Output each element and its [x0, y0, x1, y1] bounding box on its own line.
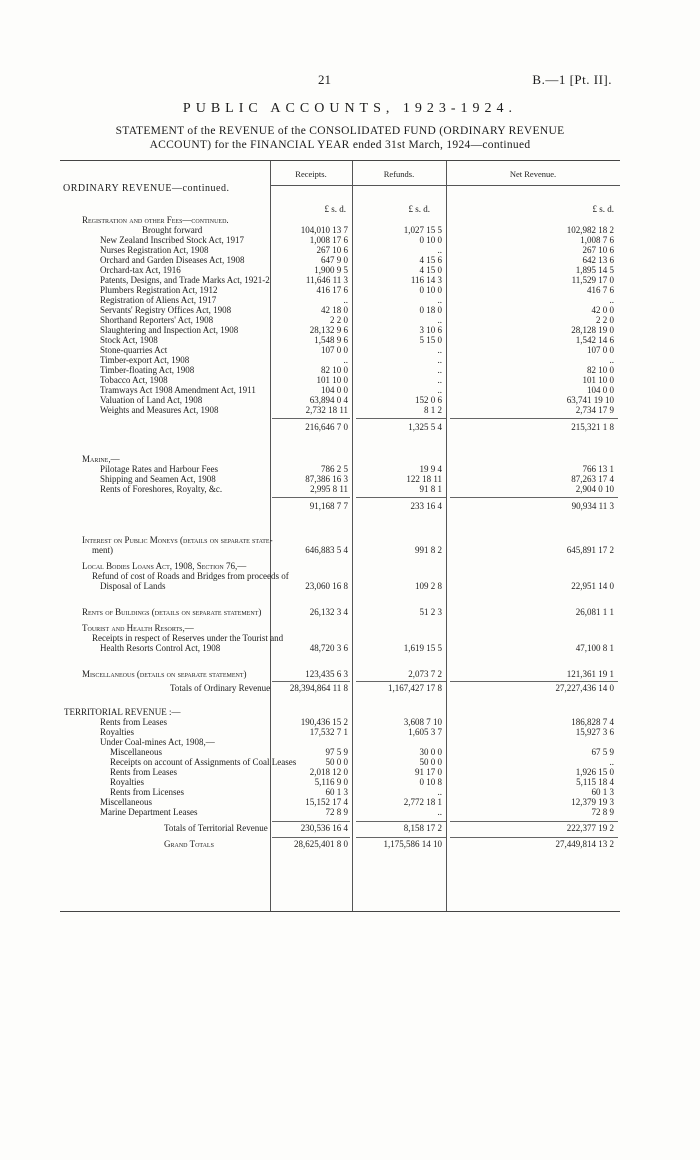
net-revenue-cell: 102,982 18 2 — [566, 225, 614, 235]
refunds-cell: 152 0 6 — [415, 395, 442, 405]
net-revenue-cell: 1,895 14 5 — [575, 265, 614, 275]
row-label: Orchard-tax Act, 1916 — [100, 265, 181, 275]
receipts-cell: 646,883 5 4 — [305, 545, 348, 555]
row-label: Receipts on account of Assignments of Coal Leases — [110, 757, 297, 767]
row-label: Shorthand Reporters' Act, 1908 — [100, 315, 214, 325]
net-revenue-cell: .. — [609, 757, 614, 767]
table-row — [60, 405, 620, 415]
row-label: Marine,— — [82, 454, 120, 464]
row-label: Weights and Measures Act, 1908 — [100, 405, 219, 415]
refunds-cell: 3,608 7 10 — [403, 717, 442, 727]
table-row — [60, 385, 620, 395]
row-label: Timber-export Act, 1908 — [100, 355, 190, 365]
table-row — [60, 633, 620, 643]
row-label: Totals of Territorial Revenue — [164, 823, 268, 833]
refunds-cell: 5 15 0 — [419, 335, 442, 345]
subtotal-rule — [356, 497, 446, 498]
table-row — [60, 571, 620, 581]
refunds-cell: 0 10 0 — [419, 235, 442, 245]
refunds-cell: .. — [437, 385, 442, 395]
total-rule — [356, 681, 446, 682]
receipts-cell: 48,720 3 6 — [309, 643, 348, 653]
row-label: Rents of Buildings (details on separate statement) — [82, 607, 262, 617]
table-row — [60, 275, 620, 285]
subtotal-rule — [450, 418, 618, 419]
net-revenue-cell: 26,081 1 1 — [575, 607, 614, 617]
net-revenue-cell: 5,115 18 4 — [576, 777, 614, 787]
receipts-cell: 104,010 13 7 — [300, 225, 348, 235]
receipts-cell: 2,995 8 11 — [310, 484, 348, 494]
row-label: Brought forward — [142, 225, 203, 235]
refunds-cell: 2,073 7 2 — [408, 669, 442, 679]
total-rule — [450, 821, 618, 822]
receipts-cell: 1,900 9 5 — [314, 265, 348, 275]
receipts-cell: 28,394,864 11 8 — [289, 683, 348, 693]
net-revenue-cell: 12,379 19 3 — [571, 797, 614, 807]
table-row — [60, 727, 620, 737]
net-revenue-cell: 222,377 19 2 — [566, 823, 614, 833]
subtotal-row — [60, 501, 620, 511]
receipts-cell: 91,168 7 7 — [309, 501, 348, 511]
receipts-cell: 97 5 9 — [325, 747, 348, 757]
net-revenue-cell: 766 13 1 — [582, 464, 614, 474]
table-row — [60, 235, 620, 245]
subtotal-rule — [356, 418, 446, 419]
table-row — [60, 747, 620, 757]
table-row — [60, 717, 620, 727]
refunds-cell: 1,027 15 5 — [403, 225, 442, 235]
refunds-cell: 50 0 0 — [419, 757, 442, 767]
refunds-cell: .. — [437, 245, 442, 255]
receipts-cell: 101 10 0 — [316, 375, 348, 385]
table-row — [60, 545, 620, 555]
table-row — [60, 225, 620, 235]
refunds-cell: .. — [437, 345, 442, 355]
page-number: 21 — [318, 72, 331, 87]
net-revenue-cell: 104 0 0 — [587, 385, 614, 395]
receipts-cell: 2,018 12 0 — [309, 767, 348, 777]
table-row — [60, 787, 620, 797]
table-row — [60, 345, 620, 355]
row-label: Slaughtering and Inspection Act, 1908 — [100, 325, 239, 335]
receipts-column-header: Receipts. — [295, 169, 327, 179]
net-revenue-cell: 1,008 7 6 — [580, 235, 614, 245]
net-unit-label: £ s. d. — [592, 204, 614, 214]
net-revenue-cell: 28,128 19 0 — [571, 325, 614, 335]
net-revenue-cell: 267 10 6 — [582, 245, 614, 255]
table-row — [60, 215, 620, 225]
refunds-cell: 30 0 0 — [419, 747, 442, 757]
row-label: Marine Department Leases — [100, 807, 198, 817]
net-revenue-cell: 101 10 0 — [582, 375, 614, 385]
row-label: Royalties — [100, 727, 134, 737]
row-label: Rents of Foreshores, Royalty, &c. — [100, 484, 223, 494]
receipts-unit-label: £ s. d. — [324, 204, 346, 214]
table-row — [60, 581, 620, 591]
net-revenue-cell: 22,951 14 0 — [571, 581, 614, 591]
refunds-cell: 8,158 17 2 — [403, 823, 442, 833]
receipts-cell: 107 0 0 — [321, 345, 348, 355]
row-label: Servants' Registry Offices Act, 1908 — [100, 305, 232, 315]
receipts-cell: 82 10 0 — [321, 365, 348, 375]
net-revenue-column-header: Net Revenue. — [509, 169, 557, 179]
refunds-cell: 122 18 11 — [406, 474, 442, 484]
row-label: Miscellaneous — [100, 797, 152, 807]
receipts-cell: 786 2 5 — [321, 464, 348, 474]
receipts-cell: 230,536 16 4 — [300, 823, 348, 833]
net-revenue-cell: 642 13 6 — [582, 255, 614, 265]
receipts-cell: 190,436 15 2 — [300, 717, 348, 727]
net-revenue-cell: 1,542 14 6 — [575, 335, 614, 345]
subtotal-rule — [272, 497, 350, 498]
table-row — [60, 623, 620, 633]
total-rule — [272, 821, 350, 822]
receipts-cell: 50 0 0 — [325, 757, 348, 767]
table-row — [60, 683, 620, 693]
net-revenue-cell: 121,361 19 1 — [566, 669, 614, 679]
row-label: Registration of Aliens Act, 1917 — [100, 295, 217, 305]
table-row — [60, 315, 620, 325]
net-revenue-cell: 42 0 0 — [591, 305, 614, 315]
table-row — [60, 395, 620, 405]
receipts-cell: 60 1 3 — [325, 787, 348, 797]
net-revenue-cell: 2,904 0 10 — [575, 484, 614, 494]
net-revenue-cell: .. — [609, 295, 614, 305]
receipts-cell: 28,132 9 6 — [309, 325, 348, 335]
receipts-cell: .. — [343, 355, 348, 365]
table-row — [60, 464, 620, 474]
row-label: Royalties — [110, 777, 144, 787]
refunds-cell: .. — [437, 787, 442, 797]
row-label: Orchard and Garden Diseases Act, 1908 — [100, 255, 245, 265]
refunds-cell: 3 10 6 — [419, 325, 442, 335]
table-row — [60, 355, 620, 365]
row-label: Miscellaneous (details on separate statement) — [82, 669, 247, 679]
table-row — [60, 484, 620, 494]
refunds-cell: 91 8 1 — [419, 484, 442, 494]
receipts-cell: 23,060 16 8 — [305, 581, 348, 591]
refunds-cell: .. — [437, 315, 442, 325]
table-row — [60, 777, 620, 787]
table-row — [60, 325, 620, 335]
receipts-cell: 2,732 18 11 — [305, 405, 348, 415]
table-row — [60, 255, 620, 265]
receipts-cell: 267 10 6 — [316, 245, 348, 255]
refunds-cell: 1,605 3 7 — [408, 727, 442, 737]
refunds-cell: .. — [437, 295, 442, 305]
receipts-cell: .. — [343, 295, 348, 305]
refunds-cell: 116 14 3 — [410, 275, 442, 285]
table-row — [60, 669, 620, 679]
net-revenue-cell: 1,926 15 0 — [575, 767, 614, 777]
table-row — [60, 561, 620, 571]
receipts-cell: 28,625,401 8 0 — [294, 839, 348, 849]
receipts-cell: 63,894 0 4 — [309, 395, 348, 405]
net-revenue-cell: 2 2 0 — [596, 315, 614, 325]
refunds-cell: 0 10 0 — [419, 285, 442, 295]
subtotal-rule — [272, 418, 350, 419]
row-label: Disposal of Lands — [100, 581, 166, 591]
net-revenue-cell: 27,227,436 14 0 — [555, 683, 614, 693]
row-label: Refund of cost of Roads and Bridges from proceeds of — [92, 571, 289, 581]
row-label: Patents, Designs, and Trade Marks Act, 1921-2 — [100, 275, 270, 285]
total-rule — [356, 821, 446, 822]
net-revenue-cell: 72 8 9 — [591, 807, 614, 817]
receipts-cell: 123,435 6 3 — [305, 669, 348, 679]
net-revenue-cell: 215,321 1 8 — [571, 422, 614, 432]
net-revenue-cell: 47,100 8 1 — [575, 643, 614, 653]
table-row — [60, 839, 620, 849]
net-revenue-cell: 186,828 7 4 — [571, 717, 614, 727]
statement-line-2: ACCOUNT) for the FINANCIAL YEAR ended 31st March, 1924—continued — [149, 139, 531, 151]
net-revenue-cell: 645,891 17 2 — [566, 545, 614, 555]
net-revenue-cell: 60 1 3 — [591, 787, 614, 797]
row-label: Totals of Ordinary Revenue — [170, 683, 271, 693]
row-label: Stone-quarries Act — [100, 345, 168, 355]
refunds-cell: .. — [437, 375, 442, 385]
refunds-cell: 1,325 5 4 — [408, 422, 442, 432]
subtotal-rule — [450, 497, 618, 498]
row-label: Valuation of Land Act, 1908 — [100, 395, 203, 405]
header-rule — [270, 185, 620, 186]
table-row — [60, 454, 620, 464]
receipts-cell: 1,548 9 6 — [314, 335, 348, 345]
table-row — [60, 535, 620, 545]
total-rule — [272, 837, 350, 838]
refunds-cell: 991 8 2 — [415, 545, 442, 555]
document-reference: B.—1 [Pt. II]. — [532, 72, 612, 87]
table-row — [60, 707, 620, 717]
table-row — [60, 807, 620, 817]
table-row — [60, 474, 620, 484]
row-label: Stock Act, 1908 — [100, 335, 158, 345]
row-label: Rents from Leases — [100, 717, 167, 727]
refunds-unit-label: £ s. d. — [408, 204, 430, 214]
refunds-cell: 4 15 6 — [419, 255, 442, 265]
receipts-cell: 647 9 0 — [321, 255, 348, 265]
net-revenue-cell: 107 0 0 — [587, 345, 614, 355]
receipts-cell: 2 2 0 — [330, 315, 348, 325]
row-label: ment) — [92, 545, 113, 555]
table-row — [60, 757, 620, 767]
table-row — [60, 643, 620, 653]
row-label: Timber-floating Act, 1908 — [100, 365, 195, 375]
statement-heading — [60, 124, 620, 152]
refunds-cell: .. — [437, 355, 442, 365]
table-row — [60, 737, 620, 747]
receipts-cell: 5,116 9 0 — [314, 777, 348, 787]
receipts-cell: 42 18 0 — [321, 305, 348, 315]
net-revenue-cell: 416 7 6 — [587, 285, 614, 295]
receipts-cell: 416 17 6 — [316, 285, 348, 295]
table-row — [60, 365, 620, 375]
row-label: Receipts in respect of Reserves under the Tourist and — [92, 633, 284, 643]
refunds-cell: 8 1 2 — [424, 405, 442, 415]
row-label: Rents from Leases — [110, 767, 177, 777]
table-row — [60, 375, 620, 385]
refunds-cell: 0 18 0 — [419, 305, 442, 315]
net-revenue-cell: 90,934 11 3 — [571, 501, 614, 511]
table-row — [60, 285, 620, 295]
refunds-cell: .. — [437, 807, 442, 817]
row-label: Tourist and Health Resorts,— — [82, 623, 194, 633]
table-row — [60, 797, 620, 807]
total-rule — [450, 837, 618, 838]
row-label: Miscellaneous — [110, 747, 162, 757]
refunds-cell: 19 9 4 — [419, 464, 442, 474]
row-label: Plumbers Registration Act, 1912 — [100, 285, 218, 295]
table-row — [60, 767, 620, 777]
row-label: New Zealand Inscribed Stock Act, 1917 — [100, 235, 244, 245]
table-row — [60, 305, 620, 315]
refunds-cell: 4 15 0 — [419, 265, 442, 275]
total-rule — [356, 837, 446, 838]
statement-line-1: STATEMENT of the REVENUE of the CONSOLIDATED FUND (ORDINARY REVENUE — [115, 125, 565, 137]
row-label: Tobacco Act, 1908 — [100, 375, 168, 385]
net-revenue-cell: 27,449,814 13 2 — [555, 839, 614, 849]
table-row — [60, 607, 620, 617]
net-revenue-cell: 11,529 17 0 — [571, 275, 614, 285]
refunds-cell: .. — [437, 365, 442, 375]
refunds-cell: 91 17 0 — [415, 767, 442, 777]
refunds-cell: 2,772 18 1 — [403, 797, 442, 807]
receipts-cell: 17,532 7 1 — [309, 727, 348, 737]
table-row — [60, 245, 620, 255]
row-label: Tramways Act 1908 Amendment Act, 1911 — [100, 385, 256, 395]
net-revenue-cell: 82 10 0 — [587, 365, 614, 375]
row-label: Health Resorts Control Act, 1908 — [100, 643, 221, 653]
row-label: Pilotage Rates and Harbour Fees — [100, 464, 218, 474]
page-title: PUBLIC ACCOUNTS, 1923-1924. — [182, 101, 518, 116]
total-rule — [450, 681, 618, 682]
table-row — [60, 295, 620, 305]
table-row — [60, 265, 620, 275]
receipts-cell: 15,152 17 4 — [305, 797, 348, 807]
table-row — [60, 335, 620, 345]
refunds-cell: 1,175,586 14 10 — [383, 839, 442, 849]
net-revenue-cell: .. — [609, 355, 614, 365]
receipts-cell: 1,008 17 6 — [309, 235, 348, 245]
refunds-cell: 1,167,427 17 8 — [388, 683, 442, 693]
refunds-cell: 51 2 3 — [419, 607, 442, 617]
row-label: Local Bodies Loans Act, 1908, Section 76,— — [82, 561, 247, 571]
row-label: Shipping and Seamen Act, 1908 — [100, 474, 216, 484]
net-revenue-cell: 67 5 9 — [591, 747, 614, 757]
refunds-cell: 109 2 8 — [415, 581, 442, 591]
row-label: Grand Totals — [164, 839, 214, 849]
row-label: Interest on Public Moneys (details on separate state- — [82, 535, 273, 545]
refunds-cell: 1,619 15 5 — [403, 643, 442, 653]
receipts-cell: 216,646 7 0 — [305, 422, 348, 432]
row-label: TERRITORIAL REVENUE :— — [64, 707, 181, 717]
row-label: Under Coal-mines Act, 1908,— — [100, 737, 215, 747]
net-revenue-cell: 15,927 3 6 — [575, 727, 614, 737]
row-label: Nurses Registration Act, 1908 — [100, 245, 209, 255]
receipts-cell: 72 8 9 — [325, 807, 348, 817]
subtotal-row — [60, 422, 620, 432]
revenue-table — [60, 160, 620, 912]
refunds-column-header: Refunds. — [383, 169, 415, 179]
refunds-cell: 233 16 4 — [410, 501, 442, 511]
net-revenue-cell: 87,263 17 4 — [571, 474, 614, 484]
net-revenue-cell: 2,734 17 9 — [575, 405, 614, 415]
row-label: Rents from Licenses — [110, 787, 184, 797]
table-row — [60, 823, 620, 833]
section-heading-ordinary-revenue: ORDINARY REVENUE—continued. — [63, 183, 230, 194]
receipts-cell: 87,386 16 3 — [305, 474, 348, 484]
row-label: Registration and other Fees—continued. — [82, 215, 229, 225]
receipts-cell: 11,646 11 3 — [305, 275, 348, 285]
total-rule — [272, 681, 350, 682]
refunds-cell: 0 10 8 — [419, 777, 442, 787]
receipts-cell: 26,132 3 4 — [309, 607, 348, 617]
receipts-cell: 104 0 0 — [321, 385, 348, 395]
net-revenue-cell: 63,741 19 10 — [566, 395, 614, 405]
